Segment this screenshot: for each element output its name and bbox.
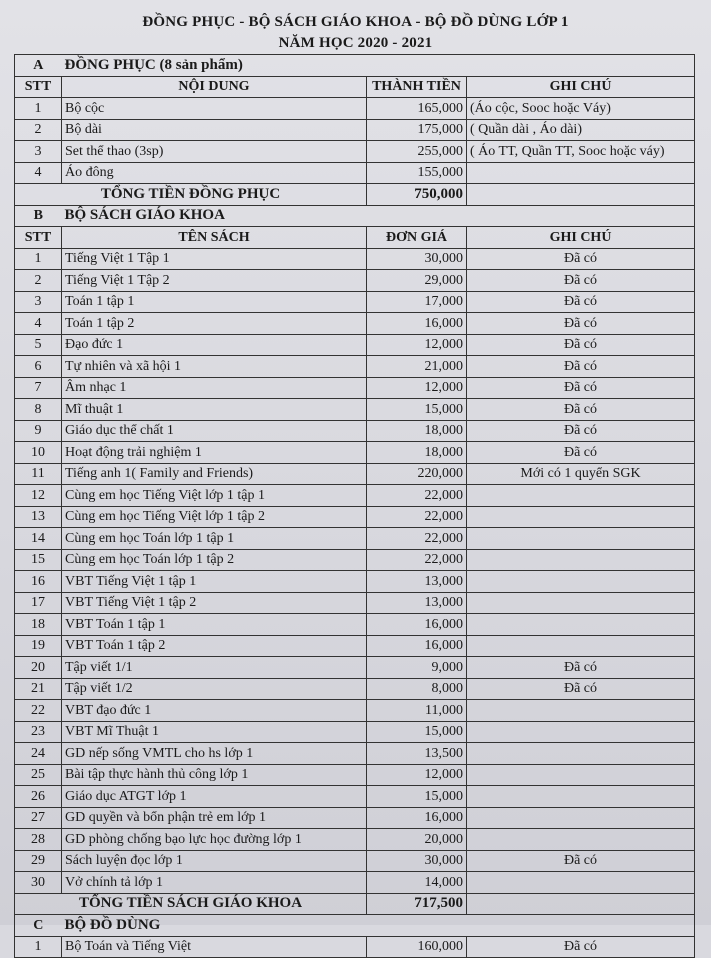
item-note: Đã có — [467, 334, 695, 356]
item-note: ( Quần dài , Áo dài) — [467, 119, 695, 141]
item-price: 9,000 — [367, 657, 467, 679]
section-letter: B — [15, 205, 62, 227]
item-note — [467, 700, 695, 722]
item-price: 8,000 — [367, 678, 467, 700]
table-row — [15, 399, 695, 421]
table-row — [15, 248, 695, 270]
row-number: 12 — [15, 485, 62, 507]
empty-cell — [467, 55, 695, 77]
item-price: 18,000 — [367, 420, 467, 442]
item-price: 15,000 — [367, 721, 467, 743]
item-price: 15,000 — [367, 786, 467, 808]
item-note: Đã có — [467, 377, 695, 399]
item-name: Cùng em học Toán lớp 1 tập 2 — [62, 549, 367, 571]
item-name: Bài tập thực hành thủ công lớp 1 — [62, 764, 367, 786]
row-number: 18 — [15, 614, 62, 636]
row-number: 21 — [15, 678, 62, 700]
name-header: NỘI DUNG — [62, 76, 367, 98]
item-price: 16,000 — [367, 313, 467, 335]
table-row — [15, 743, 695, 765]
item-name: VBT đạo đức 1 — [62, 700, 367, 722]
section-header — [15, 915, 695, 937]
item-note — [467, 764, 695, 786]
row-number: 25 — [15, 764, 62, 786]
column-header-row — [15, 76, 695, 98]
item-price: 30,000 — [367, 248, 467, 270]
table-row — [15, 377, 695, 399]
item-price: 29,000 — [367, 270, 467, 292]
item-note: Đã có — [467, 657, 695, 679]
total-row — [15, 184, 695, 206]
table-row — [15, 635, 695, 657]
item-note — [467, 528, 695, 550]
total-row — [15, 893, 695, 915]
item-price: 12,000 — [367, 334, 467, 356]
item-price: 16,000 — [367, 807, 467, 829]
item-note: Đã có — [467, 270, 695, 292]
item-note — [467, 162, 695, 184]
stt-header: STT — [15, 76, 62, 98]
row-number: 29 — [15, 850, 62, 872]
row-number: 4 — [15, 162, 62, 184]
item-price: 15,000 — [367, 399, 467, 421]
column-header-row — [15, 227, 695, 249]
item-name: Giáo dục thể chất 1 — [62, 420, 367, 442]
row-number: 1 — [15, 98, 62, 120]
row-number: 6 — [15, 356, 62, 378]
total-value: 750,000 — [367, 184, 467, 206]
row-number: 8 — [15, 399, 62, 421]
item-price: 21,000 — [367, 356, 467, 378]
item-name: Bộ dài — [62, 119, 367, 141]
price-header: THÀNH TIỀN — [367, 76, 467, 98]
item-name: Âm nhạc 1 — [62, 377, 367, 399]
row-number: 1 — [15, 936, 62, 958]
item-note — [467, 485, 695, 507]
table-row — [15, 463, 695, 485]
table-row — [15, 420, 695, 442]
table-row — [15, 657, 695, 679]
table-row — [15, 528, 695, 550]
item-note: Đã có — [467, 248, 695, 270]
item-note: Đã có — [467, 313, 695, 335]
item-name: GD quyền và bổn phận trẻ em lớp 1 — [62, 807, 367, 829]
table-row — [15, 764, 695, 786]
item-note — [467, 635, 695, 657]
item-name: GD nếp sống VMTL cho hs lớp 1 — [62, 743, 367, 765]
section-header — [15, 205, 695, 227]
item-price: 11,000 — [367, 700, 467, 722]
item-price: 220,000 — [367, 463, 467, 485]
row-number: 20 — [15, 657, 62, 679]
row-number: 28 — [15, 829, 62, 851]
item-note: Đã có — [467, 936, 695, 958]
school-year-title: NĂM HỌC 2020 - 2021 — [278, 35, 433, 51]
table-row — [15, 678, 695, 700]
item-name: Đạo đức 1 — [62, 334, 367, 356]
item-note — [467, 743, 695, 765]
row-number: 22 — [15, 700, 62, 722]
section-title: BỘ SÁCH GIÁO KHOA — [62, 205, 467, 227]
row-number: 30 — [15, 872, 62, 894]
item-price: 20,000 — [367, 829, 467, 851]
item-name: Vở chính tả lớp 1 — [62, 872, 367, 894]
row-number: 17 — [15, 592, 62, 614]
row-number: 24 — [15, 743, 62, 765]
item-note — [467, 872, 695, 894]
item-name: Set thể thao (3sp) — [62, 141, 367, 163]
total-value: 717,500 — [367, 893, 467, 915]
item-note — [467, 786, 695, 808]
item-price: 18,000 — [367, 442, 467, 464]
item-name: GD phòng chống bạo lực học đường lớp 1 — [62, 829, 367, 851]
total-label: TỔNG TIỀN SÁCH GIÁO KHOA — [15, 893, 367, 915]
row-number: 2 — [15, 119, 62, 141]
item-price: 12,000 — [367, 764, 467, 786]
row-number: 16 — [15, 571, 62, 593]
table-row — [15, 98, 695, 120]
item-note: Đã có — [467, 442, 695, 464]
item-price: 13,500 — [367, 743, 467, 765]
item-name: Bộ Toán và Tiếng Việt — [62, 936, 367, 958]
item-note — [467, 807, 695, 829]
row-number: 2 — [15, 270, 62, 292]
item-note: (Áo cộc, Sooc hoặc Váy) — [467, 98, 695, 120]
item-name: VBT Toán 1 tập 1 — [62, 614, 367, 636]
note-header: GHI CHÚ — [467, 76, 695, 98]
table-row — [15, 549, 695, 571]
table-row — [15, 786, 695, 808]
table-row — [15, 850, 695, 872]
row-number: 23 — [15, 721, 62, 743]
item-name: Tiếng anh 1( Family and Friends) — [62, 463, 367, 485]
row-number: 9 — [15, 420, 62, 442]
table-row — [15, 119, 695, 141]
row-number: 4 — [15, 313, 62, 335]
item-name: Tập viết 1/1 — [62, 657, 367, 679]
row-number: 15 — [15, 549, 62, 571]
section-header — [15, 55, 695, 77]
item-note: Mới có 1 quyển SGK — [467, 463, 695, 485]
name-header: TÊN SÁCH — [62, 227, 367, 249]
row-number: 10 — [15, 442, 62, 464]
item-note — [467, 571, 695, 593]
empty-cell — [467, 184, 695, 206]
item-name: Cùng em học Tiếng Việt lớp 1 tập 1 — [62, 485, 367, 507]
row-number: 5 — [15, 334, 62, 356]
item-note — [467, 506, 695, 528]
item-price: 13,000 — [367, 592, 467, 614]
item-note: ( Áo TT, Quần TT, Sooc hoặc váy) — [467, 141, 695, 163]
table-row — [15, 807, 695, 829]
row-number: 3 — [15, 141, 62, 163]
item-price: 22,000 — [367, 485, 467, 507]
row-number: 11 — [15, 463, 62, 485]
section-title: ĐỒNG PHỤC (8 sản phẩm) — [62, 55, 467, 77]
item-price: 255,000 — [367, 141, 467, 163]
item-name: VBT Tiếng Việt 1 tập 2 — [62, 592, 367, 614]
item-name: Cùng em học Toán lớp 1 tập 1 — [62, 528, 367, 550]
table-row — [15, 592, 695, 614]
table-row — [15, 162, 695, 184]
table-row — [15, 141, 695, 163]
table-row — [15, 334, 695, 356]
item-price: 22,000 — [367, 506, 467, 528]
row-number: 27 — [15, 807, 62, 829]
item-price: 22,000 — [367, 528, 467, 550]
row-number: 14 — [15, 528, 62, 550]
item-price: 17,000 — [367, 291, 467, 313]
item-price: 155,000 — [367, 162, 467, 184]
stt-header: STT — [15, 227, 62, 249]
section-title: BỘ ĐỒ DÙNG — [62, 915, 467, 937]
empty-cell — [467, 893, 695, 915]
item-name: Giáo dục ATGT lớp 1 — [62, 786, 367, 808]
section-letter: C — [15, 915, 62, 937]
item-note — [467, 721, 695, 743]
item-price: 30,000 — [367, 850, 467, 872]
item-name: Áo đông — [62, 162, 367, 184]
item-name: Tự nhiên và xã hội 1 — [62, 356, 367, 378]
item-price: 175,000 — [367, 119, 467, 141]
item-name: Sách luyện đọc lớp 1 — [62, 850, 367, 872]
row-number: 26 — [15, 786, 62, 808]
item-price: 22,000 — [367, 549, 467, 571]
table-row — [15, 936, 695, 958]
item-note — [467, 829, 695, 851]
row-number: 7 — [15, 377, 62, 399]
table-row — [15, 721, 695, 743]
table-row — [15, 313, 695, 335]
item-price: 16,000 — [367, 635, 467, 657]
item-note — [467, 549, 695, 571]
item-name: Bộ cộc — [62, 98, 367, 120]
item-name: Tiếng Việt 1 Tập 1 — [62, 248, 367, 270]
table-row — [15, 270, 695, 292]
item-name: Tập viết 1/2 — [62, 678, 367, 700]
item-price: 165,000 — [367, 98, 467, 120]
item-note: Đã có — [467, 399, 695, 421]
item-price: 160,000 — [367, 936, 467, 958]
table-row — [15, 571, 695, 593]
section-letter: A — [15, 55, 62, 77]
item-price: 12,000 — [367, 377, 467, 399]
item-name: VBT Tiếng Việt 1 tập 1 — [62, 571, 367, 593]
item-name: Cùng em học Tiếng Việt lớp 1 tập 2 — [62, 506, 367, 528]
item-price: 13,000 — [367, 571, 467, 593]
item-note — [467, 614, 695, 636]
item-name: Toán 1 tập 2 — [62, 313, 367, 335]
table-row — [15, 356, 695, 378]
row-number: 19 — [15, 635, 62, 657]
price-table — [14, 54, 695, 958]
row-number: 3 — [15, 291, 62, 313]
item-name: Toán 1 tập 1 — [62, 291, 367, 313]
table-row — [15, 442, 695, 464]
item-name: VBT Mĩ Thuật 1 — [62, 721, 367, 743]
item-note: Đã có — [467, 420, 695, 442]
document-title: ĐỒNG PHỤC - BỘ SÁCH GIÁO KHOA - BỘ ĐỒ DÙNG LỚP 1 — [142, 14, 569, 30]
price-header: ĐƠN GIÁ — [367, 227, 467, 249]
item-note: Đã có — [467, 356, 695, 378]
note-header: GHI CHÚ — [467, 227, 695, 249]
item-note: Đã có — [467, 678, 695, 700]
item-note: Đã có — [467, 850, 695, 872]
table-row — [15, 829, 695, 851]
table-row — [15, 506, 695, 528]
item-name: Hoạt động trải nghiệm 1 — [62, 442, 367, 464]
item-price: 16,000 — [367, 614, 467, 636]
empty-cell — [467, 915, 695, 937]
table-row — [15, 700, 695, 722]
table-row — [15, 614, 695, 636]
table-row — [15, 872, 695, 894]
item-note — [467, 592, 695, 614]
item-name: Tiếng Việt 1 Tập 2 — [62, 270, 367, 292]
item-name: VBT Toán 1 tập 2 — [62, 635, 367, 657]
row-number: 1 — [15, 248, 62, 270]
empty-cell — [467, 205, 695, 227]
item-note: Đã có — [467, 291, 695, 313]
item-name: Mĩ thuật 1 — [62, 399, 367, 421]
table-row — [15, 291, 695, 313]
total-label: TỔNG TIỀN ĐỒNG PHỤC — [15, 184, 367, 206]
row-number: 13 — [15, 506, 62, 528]
item-price: 14,000 — [367, 872, 467, 894]
table-row — [15, 485, 695, 507]
